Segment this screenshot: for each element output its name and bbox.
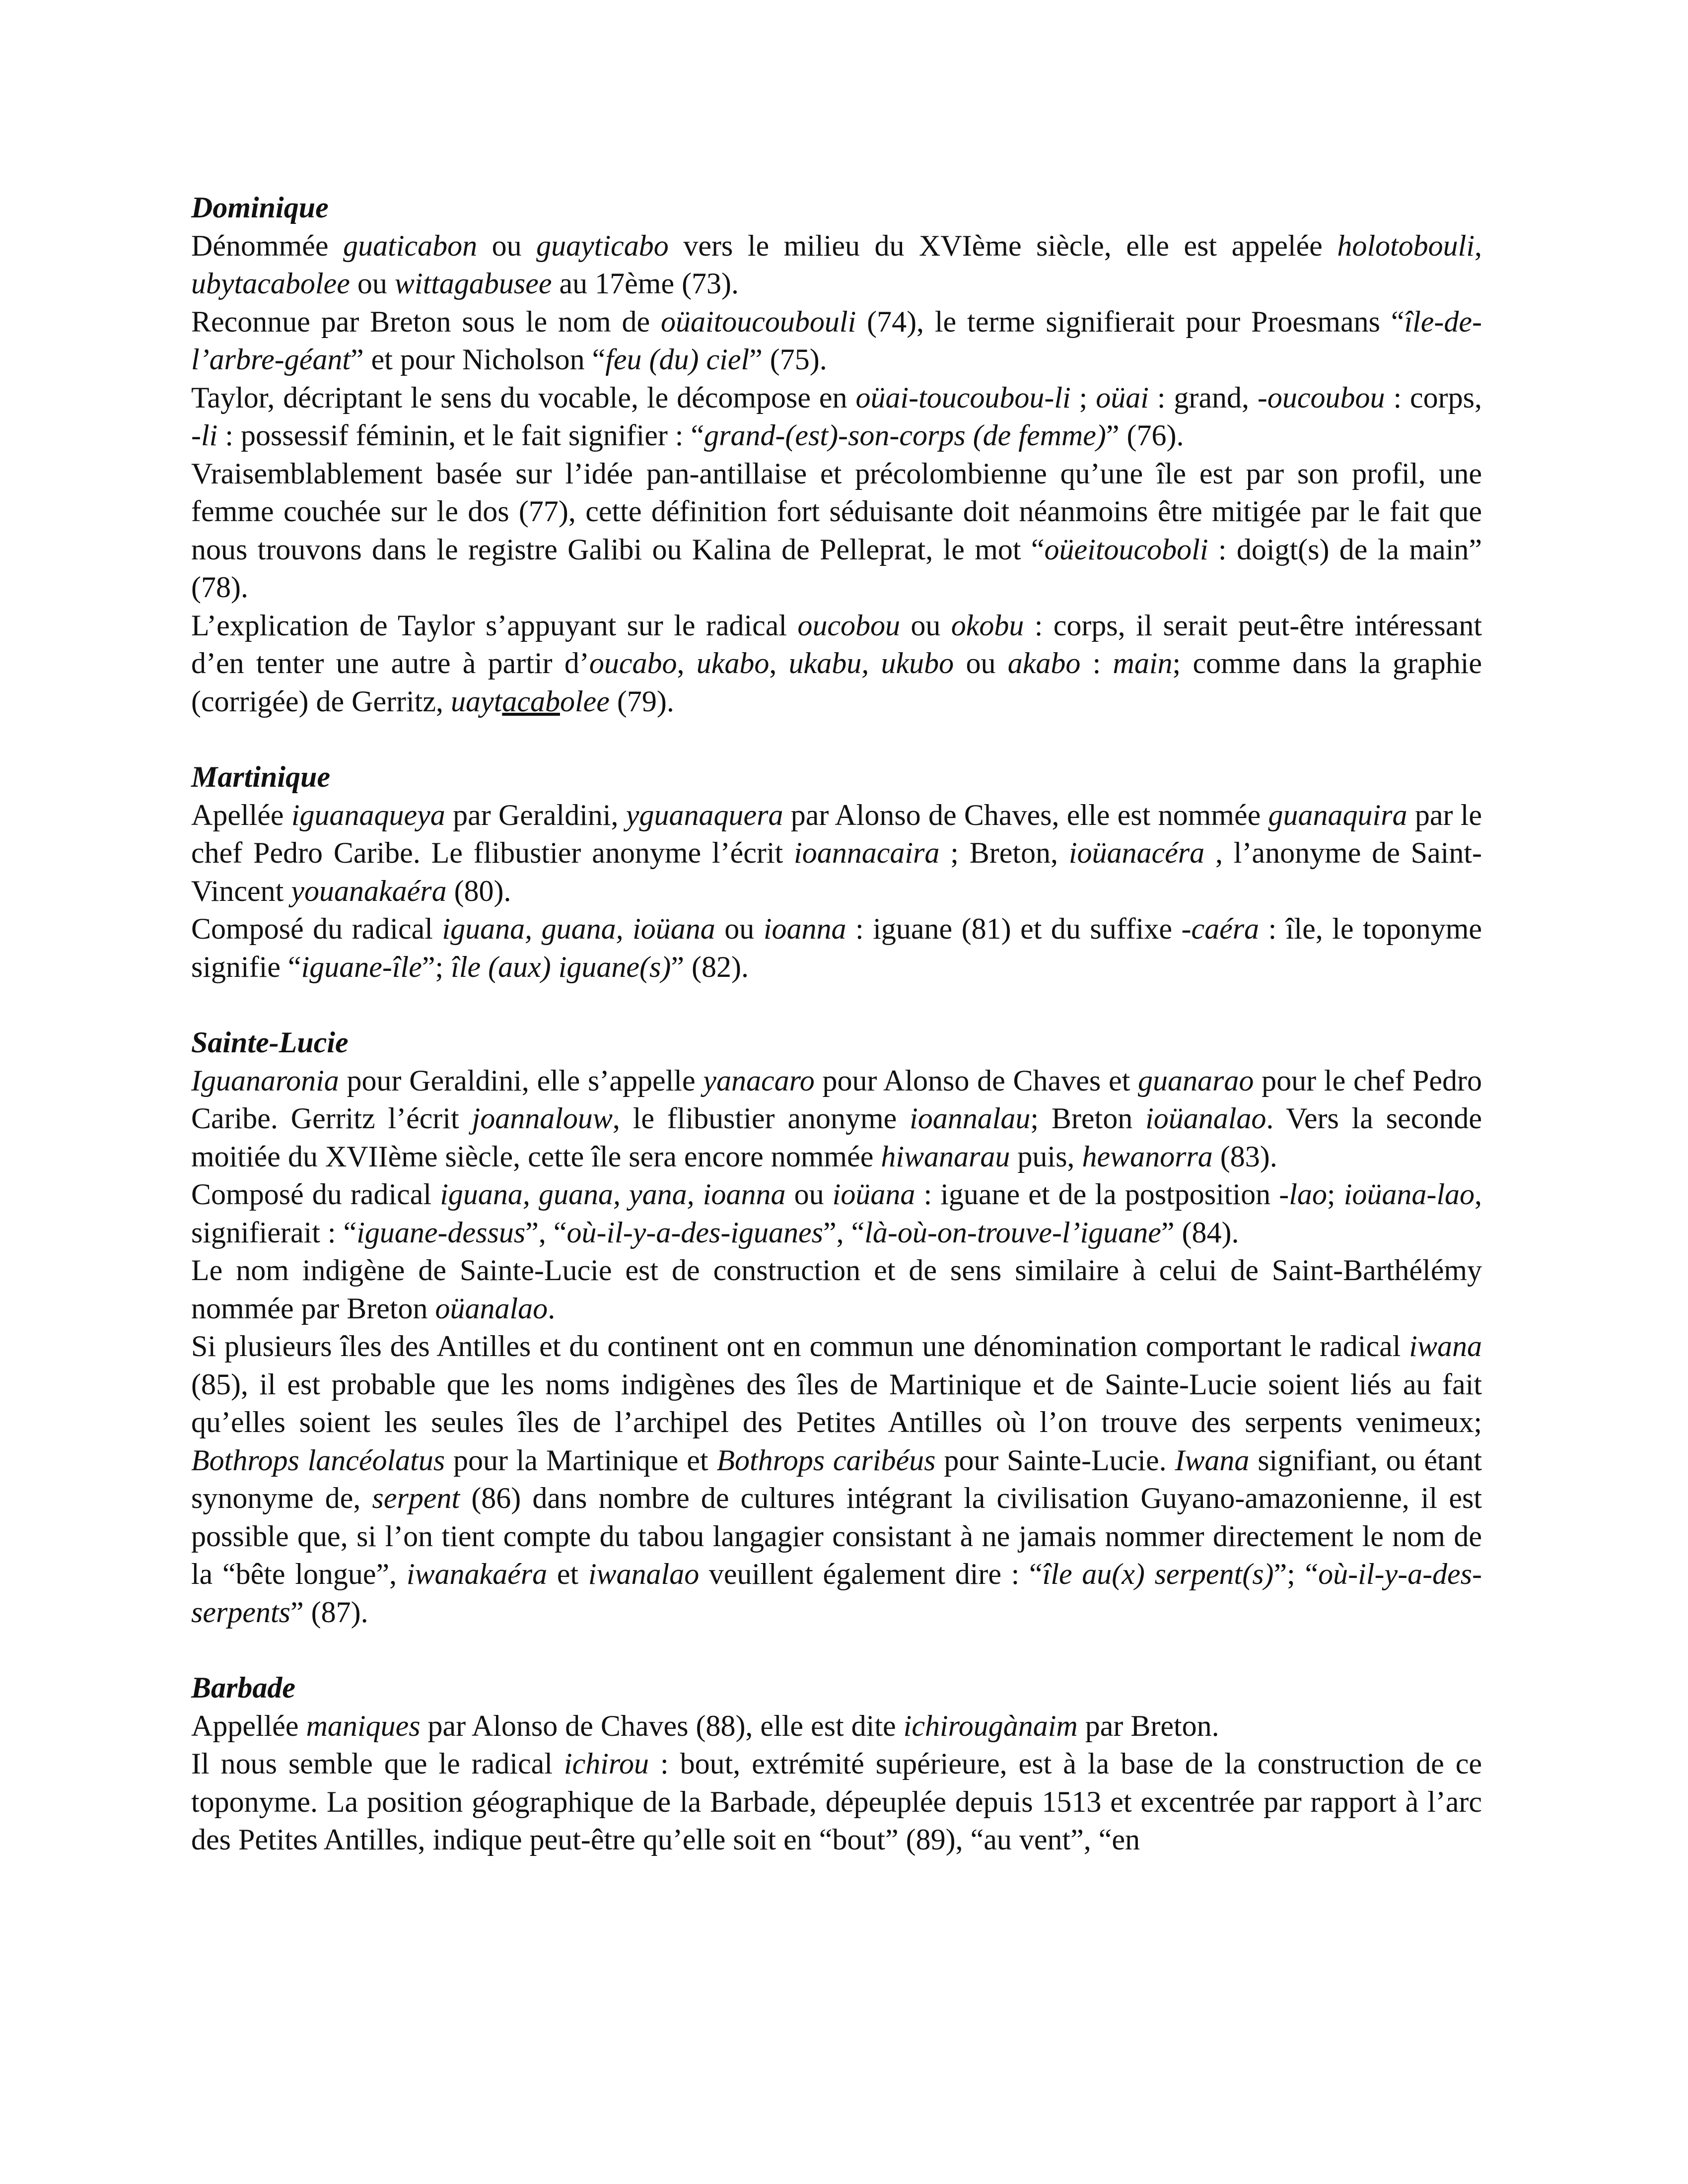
section-barbade — [191, 1669, 1482, 1859]
text-run: pour Sainte-Lucie. — [935, 1443, 1175, 1477]
text-run: ou — [954, 647, 1008, 680]
text-run: ”; “ — [1273, 1558, 1319, 1590]
italic-term: holotobouli — [1337, 229, 1475, 262]
italic-term: iwanalao — [588, 1558, 700, 1590]
italic-term: -li — [191, 419, 218, 452]
text-run: , — [677, 647, 697, 680]
text-run: par Breton. — [1077, 1709, 1219, 1742]
text-run: , l’anonyme de Saint-Vincent — [191, 836, 1482, 907]
italic-term: Iguanaronia — [191, 1064, 339, 1097]
text-run: : iguane et de la postposition — [915, 1178, 1279, 1211]
italic-term: joannalouw — [472, 1102, 613, 1135]
italic-term: ioüana-lao — [1343, 1178, 1475, 1211]
text-run: ou — [715, 912, 764, 945]
italic-term: ukabu, ukubo — [788, 647, 954, 680]
italic-term: youanakaéra — [291, 874, 447, 907]
section-title: Barbade — [191, 1671, 295, 1704]
text-run: : île, le toponyme signifie “ — [191, 912, 1482, 983]
italic-term: île-de-l’arbre-géant — [191, 305, 1482, 376]
text-run: pour la Martinique et — [445, 1443, 717, 1477]
text-run: pour Alonso de Chaves et — [814, 1064, 1138, 1097]
text-run: , — [769, 647, 789, 680]
italic-term: iwanakaéra — [406, 1558, 548, 1590]
italic-term: ioannacaira — [794, 836, 940, 869]
text-run: puis, — [1010, 1140, 1082, 1173]
text-run: au 17ème (73). — [552, 267, 739, 300]
italic-term: iguana, guana, yana, ioanna — [440, 1178, 786, 1211]
text-run: ; — [1327, 1178, 1344, 1211]
paragraph — [191, 796, 1482, 910]
text-run: ; Breton — [1030, 1102, 1146, 1135]
text-run: Apellée — [191, 798, 291, 831]
text-run: pour Geraldini, elle s’appelle — [339, 1064, 703, 1097]
italic-term: serpent — [372, 1482, 460, 1514]
paragraph — [191, 227, 1482, 303]
document-body — [191, 189, 1482, 1897]
italic-term: maniques — [306, 1709, 421, 1742]
italic-term: guanaquira — [1268, 798, 1407, 831]
italic-term: iguane-dessus — [356, 1216, 526, 1249]
text-run: : corps, — [1385, 381, 1482, 414]
paragraph — [191, 1062, 1482, 1176]
text-run: Composé du radical — [191, 912, 442, 945]
text-run: : possessif féminin, et le fait signifier : “ — [217, 419, 704, 452]
text-run: Il nous semble que le radical — [191, 1747, 564, 1780]
text-run: (86) dans nombre de cultures intégrant la civilisation Guyano-amazonienne, il est possible que, si l’on tient compte du tabou langagier consistant à ne jamais nommer directement le nom de la “bête longue”, — [191, 1482, 1482, 1590]
text-run: Le nom indigène de Sainte-Lucie est de construction et de sens similaire à celui de Saint-Barthélémy nommée par Breton — [191, 1254, 1482, 1325]
italic-term: iguane-île — [301, 950, 422, 983]
italic-term: grand-(est)-son-corps (de femme) — [704, 419, 1106, 452]
text-run: ” (82). — [671, 950, 749, 983]
italic-term: -caéra — [1181, 912, 1260, 945]
text-run: ”, “ — [823, 1216, 865, 1249]
text-run: ; Breton, — [939, 836, 1069, 869]
italic-term: iguanaqueya — [291, 798, 445, 831]
italic-term: où-il-y-a-des-serpents — [191, 1558, 1482, 1629]
italic-term: où-il-y-a-des-iguanes — [566, 1216, 823, 1249]
text-run: : bout, extrémité supérieure, est à la base de la construction de ce toponyme. La position géographique de la Barbade, dépeuplée depuis 1513 et excentrée par rapport à l’arc des Petites Antilles, indique peut-être qu’elle soit en “bout” (89), “au vent”, “en — [191, 1747, 1482, 1856]
italic-term: hiwanarau — [881, 1140, 1010, 1173]
text-run: L’explication de Taylor s’appuyant sur le radical — [191, 609, 798, 642]
text-run: par Alonso de Chaves (88), elle est dite — [420, 1709, 904, 1742]
text-run: , le flibustier anonyme — [612, 1102, 910, 1135]
italic-term: ioüanalao — [1145, 1102, 1266, 1135]
text-run: : grand, - — [1148, 381, 1267, 414]
italic-term: yanacaro — [703, 1064, 815, 1097]
italic-term: hewanorra — [1082, 1140, 1213, 1173]
text-run: : doigt(s) de la main” (78). — [191, 533, 1482, 604]
text-run: et — [547, 1558, 588, 1590]
italic-term: acab — [502, 684, 560, 718]
text-run: Vraisemblablement basée sur l’idée pan-antillaise et précolombienne qu’une île est par son profil, une femme couchée sur le dos (77), cette définition fort séduisante doit néanmoins être mitigée par le fait que nous trouvons dans le registre Galibi ou Kalina de Pelleprat, le mot “ — [191, 457, 1482, 566]
italic-term: guayticabo — [536, 229, 669, 262]
italic-term: -lao — [1279, 1178, 1327, 1211]
text-run: par le chef Pedro Caribe. Le flibustier anonyme l’écrit — [191, 798, 1482, 869]
paragraph — [191, 1745, 1482, 1859]
italic-term: ichirou — [563, 1747, 649, 1780]
text-run: ” (76). — [1106, 419, 1184, 452]
text-run: pour le chef Pedro Caribe. Gerritz l’écrit — [191, 1064, 1482, 1135]
italic-term: guaticabon — [343, 229, 478, 262]
text-run: vers le milieu du XVIème siècle, elle est appelée — [668, 229, 1337, 262]
text-run: par Geraldini, — [445, 798, 626, 831]
italic-term: Bothrops lancéolatus — [191, 1443, 445, 1477]
text-run: (85), il est probable que les noms indigènes des îles de Martinique et de Sainte-Lucie soient liés au fait qu’elles soient les seules îles de l’archipel des Petites Antilles où l’on trouve des serpents venimeux; — [191, 1367, 1482, 1438]
text-run: . — [548, 1292, 556, 1325]
italic-term: ioanna — [763, 912, 846, 945]
italic-term: ichirougànaim — [903, 1709, 1078, 1742]
text-run: : corps, il serait peut-être intéressant d’en tenter une autre à partir d’ — [191, 609, 1482, 680]
section-dominique — [191, 189, 1482, 720]
text-run: (83). — [1212, 1140, 1277, 1173]
italic-term: olee — [560, 684, 610, 718]
text-run: Dénommée — [191, 229, 344, 262]
paragraph — [191, 607, 1482, 721]
section-sainte-lucie — [191, 1024, 1482, 1631]
text-run: signifiant, ou étant synonyme de, — [191, 1443, 1482, 1514]
text-run: (74), le terme signifierait pour Proesmans “ — [856, 305, 1405, 338]
italic-term: ubytacabolee — [191, 267, 350, 300]
italic-term: oüai — [1096, 381, 1149, 414]
text-run: ”; — [422, 950, 451, 983]
italic-term: Bothrops caribéus — [716, 1443, 936, 1477]
paragraph — [191, 1707, 1482, 1745]
italic-term: iguana, guana, ioüana — [442, 912, 715, 945]
text-run: ” (75). — [749, 343, 827, 376]
text-run: veuillent également dire : “ — [699, 1558, 1043, 1590]
text-run: , signifierait : “ — [191, 1178, 1482, 1249]
paragraph — [191, 1327, 1482, 1631]
italic-term: oucoubou — [1267, 381, 1385, 414]
text-run: (79). — [609, 684, 674, 718]
italic-term: oucabo — [589, 647, 677, 680]
italic-term: oüaitoucoubouli — [660, 305, 856, 338]
italic-term: guanarao — [1138, 1064, 1254, 1097]
section-title: Dominique — [191, 191, 329, 224]
text-run: ” (84). — [1161, 1216, 1239, 1249]
italic-term: là-où-on-trouve-l’iguane — [864, 1216, 1161, 1249]
text-run: Reconnue par Breton sous le nom de — [191, 305, 661, 338]
paragraph — [191, 1251, 1482, 1327]
italic-term: Iwana — [1175, 1443, 1250, 1477]
text-run: ; — [1070, 381, 1096, 414]
section-title: Sainte-Lucie — [191, 1026, 349, 1059]
paragraph — [191, 1175, 1482, 1251]
section-title: Martinique — [191, 760, 331, 793]
text-run: ou — [350, 267, 395, 300]
italic-term: wittagabusee — [394, 267, 552, 300]
paragraph — [191, 910, 1482, 986]
italic-term: yguanaquera — [626, 798, 783, 831]
text-run: . Vers la seconde moitiée du XVIIème siècle, cette île sera encore nommée — [191, 1102, 1482, 1173]
section-martinique — [191, 758, 1482, 986]
paragraph — [191, 455, 1482, 607]
text-run: ou — [785, 1178, 833, 1211]
text-run: ou — [900, 609, 951, 642]
italic-term: oüai-toucoubou-li — [855, 381, 1071, 414]
paragraph — [191, 303, 1482, 379]
paragraph — [191, 379, 1482, 455]
italic-term: okobu — [951, 609, 1024, 642]
text-run: ” (87). — [290, 1595, 368, 1629]
text-run: Appellée — [191, 1709, 306, 1742]
italic-term: iwana — [1409, 1330, 1482, 1363]
italic-term: île (aux) iguane(s) — [451, 950, 671, 983]
text-run: ”, “ — [525, 1216, 567, 1249]
text-run: par Alonso de Chaves, elle est nommée — [783, 798, 1268, 831]
text-run: : — [1080, 647, 1113, 680]
text-run: ” et pour Nicholson “ — [351, 343, 606, 376]
text-run: Si plusieurs îles des Antilles et du continent ont en commun une dénomination comportant le radical — [191, 1330, 1409, 1363]
italic-term: ukabo — [696, 647, 770, 680]
italic-term: oüeitoucoboli — [1044, 533, 1208, 566]
italic-term: ioannalau — [910, 1102, 1031, 1135]
italic-term: oüanalao — [435, 1292, 548, 1325]
text-run: : iguane (81) et du suffixe — [846, 912, 1182, 945]
text-run: , — [1475, 229, 1482, 262]
italic-term: oucobou — [797, 609, 901, 642]
text-run: (80). — [446, 874, 511, 907]
text-run: ; comme dans la graphie (corrigée) de Gerritz, — [191, 647, 1482, 718]
italic-term: akabo — [1007, 647, 1081, 680]
italic-term: île au(x) serpent(s) — [1042, 1558, 1274, 1590]
italic-term: main — [1113, 647, 1173, 680]
italic-term: ioüanacéra — [1068, 836, 1205, 869]
italic-term: uayt — [451, 684, 502, 718]
text-run: Composé du radical — [191, 1178, 440, 1211]
text-run: ou — [477, 229, 537, 262]
italic-term: ioüana — [832, 1178, 915, 1211]
italic-term: feu (du) ciel — [605, 343, 750, 376]
text-run: Taylor, décriptant le sens du vocable, le décompose en — [191, 381, 856, 414]
